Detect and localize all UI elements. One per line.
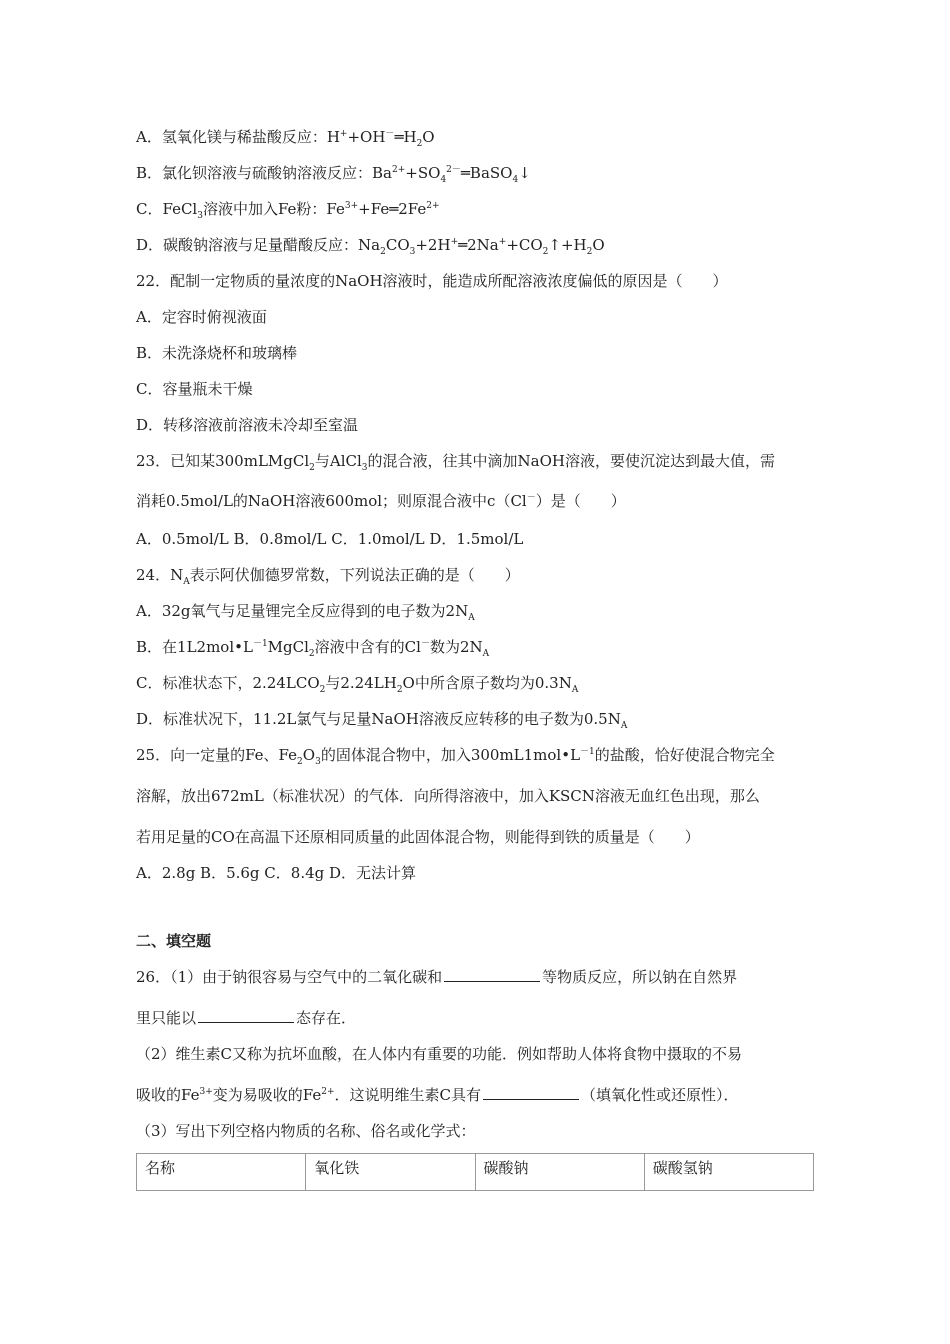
q22-option-b: B．未洗涤烧杯和玻璃棒 [136,344,298,362]
q25-stem-line2: 溶解，放出672mL（标准状况）的气体．向所得溶液中，加入KSCN溶液无血红色出现，那么 [136,787,760,805]
q22-option-c: C．容量瓶未干燥 [136,380,253,398]
answer-blank-2[interactable] [198,1008,294,1023]
q24-stem: 24．$N_A$表示阿伏伽德罗常数，下列说法正确的是（ ） [136,566,520,587]
q25-stem-line3: 若用足量的CO在高温下还原相同质量的此固体混合物，则能得到铁的质量是（ ） [136,828,700,846]
answer-blank-1[interactable] [444,967,540,982]
q23-options: A．0.5mol/L B．0.8mol/L C．1.0mol/L D．1.5mol/L [136,530,524,548]
q24-option-d: D．标准状况下，11.2L氯气与足量NaOH溶液反应转移的电子数为$0.5N_A$ [136,710,628,731]
q24-option-a: A．32g氧气与足量锂完全反应得到的电子数为$2N_A$ [136,602,475,623]
substance-table [136,1153,814,1191]
q25-options: A．2.8g B．5.6g C．8.4g D．无法计算 [136,864,417,882]
q26-part1-line2: 里只能以 态存在． [136,1009,357,1027]
q21-option-a: A．氢氧化镁与稀盐酸反应：$H^++OH^-═H_2O$ [136,128,435,149]
q23-stem-line1: 23．已知某300mLMgCl$_2$与AlCl$_3$的混合液，往其中滴加NaOH溶液，要使沉淀达到最大值，需 [136,452,775,473]
q24-option-c: C．标准状态下，$2.24LCO_2$与$2.24LH_2O$中所含原子数均为$0.3N_A$ [136,674,579,695]
table-cell: 名称 [137,1154,306,1191]
table-row [137,1154,814,1191]
q22-option-d: D．转移溶液前溶液未冷却至室温 [136,416,359,434]
q24-option-b: B．在$1L2mol•L^{-1}MgCl_2$溶液中含有的Cl－数为$2N_A$ [136,638,490,659]
q22-option-a: A．定容时俯视液面 [136,308,267,326]
answer-blank-3[interactable] [483,1085,579,1100]
q21-option-d: D．碳酸钠溶液与足量醋酸反应：$Na_2CO_3+2H^+═2Na^++CO_2↑+H_2O$ [136,236,605,257]
q25-stem-line1: 25．向一定量的Fe、$Fe_2O_3$的固体混合物中，加入$300mL1mol•L^{-1}$的盐酸，恰好使混合物完全 [136,746,775,767]
section-heading: 二、填空题 [136,932,212,950]
q26-part3-stem: （3）写出下列空格内物质的名称、俗名或化学式： [136,1122,476,1140]
q21-option-b: B．氯化钡溶液与硫酸钠溶液反应：$Ba^{2+}+SO_4^{2-}═BaSO_4↓$ [136,164,531,185]
q21-option-c: C．FeCl$_3$溶液中加入Fe粉：$Fe^{3+}+Fe═2Fe^{2+}$ [136,200,440,221]
q22-stem: 22．配制一定物质的量浓度的NaOH溶液时，能造成所配溶液浓度偏低的原因是（ ） [136,272,728,290]
table-cell: 碳酸氢钠 [644,1154,813,1191]
table-cell: 氧化铁 [306,1154,475,1191]
q23-stem-line2: 消耗0.5mol/L的NaOH溶液600mol；则原混合液中c（Cl－）是（ ） [136,492,626,510]
q26-part1-line1: 26．（1）由于钠很容易与空气中的二氧化碳和 等物质反应，所以钠在自然界 [136,968,738,986]
q26-part2-line2: 吸收的$Fe^{3+}$变为易吸收的$Fe^{2+}$．这说明维生素C具有 （填氧化性或还原性）． [136,1086,739,1104]
q26-part2-line1: （2）维生素C又称为抗坏血酸，在人体内有重要的功能．例如帮助人体将食物中摄取的不易 [136,1045,743,1063]
table-cell: 碳酸钠 [475,1154,644,1191]
